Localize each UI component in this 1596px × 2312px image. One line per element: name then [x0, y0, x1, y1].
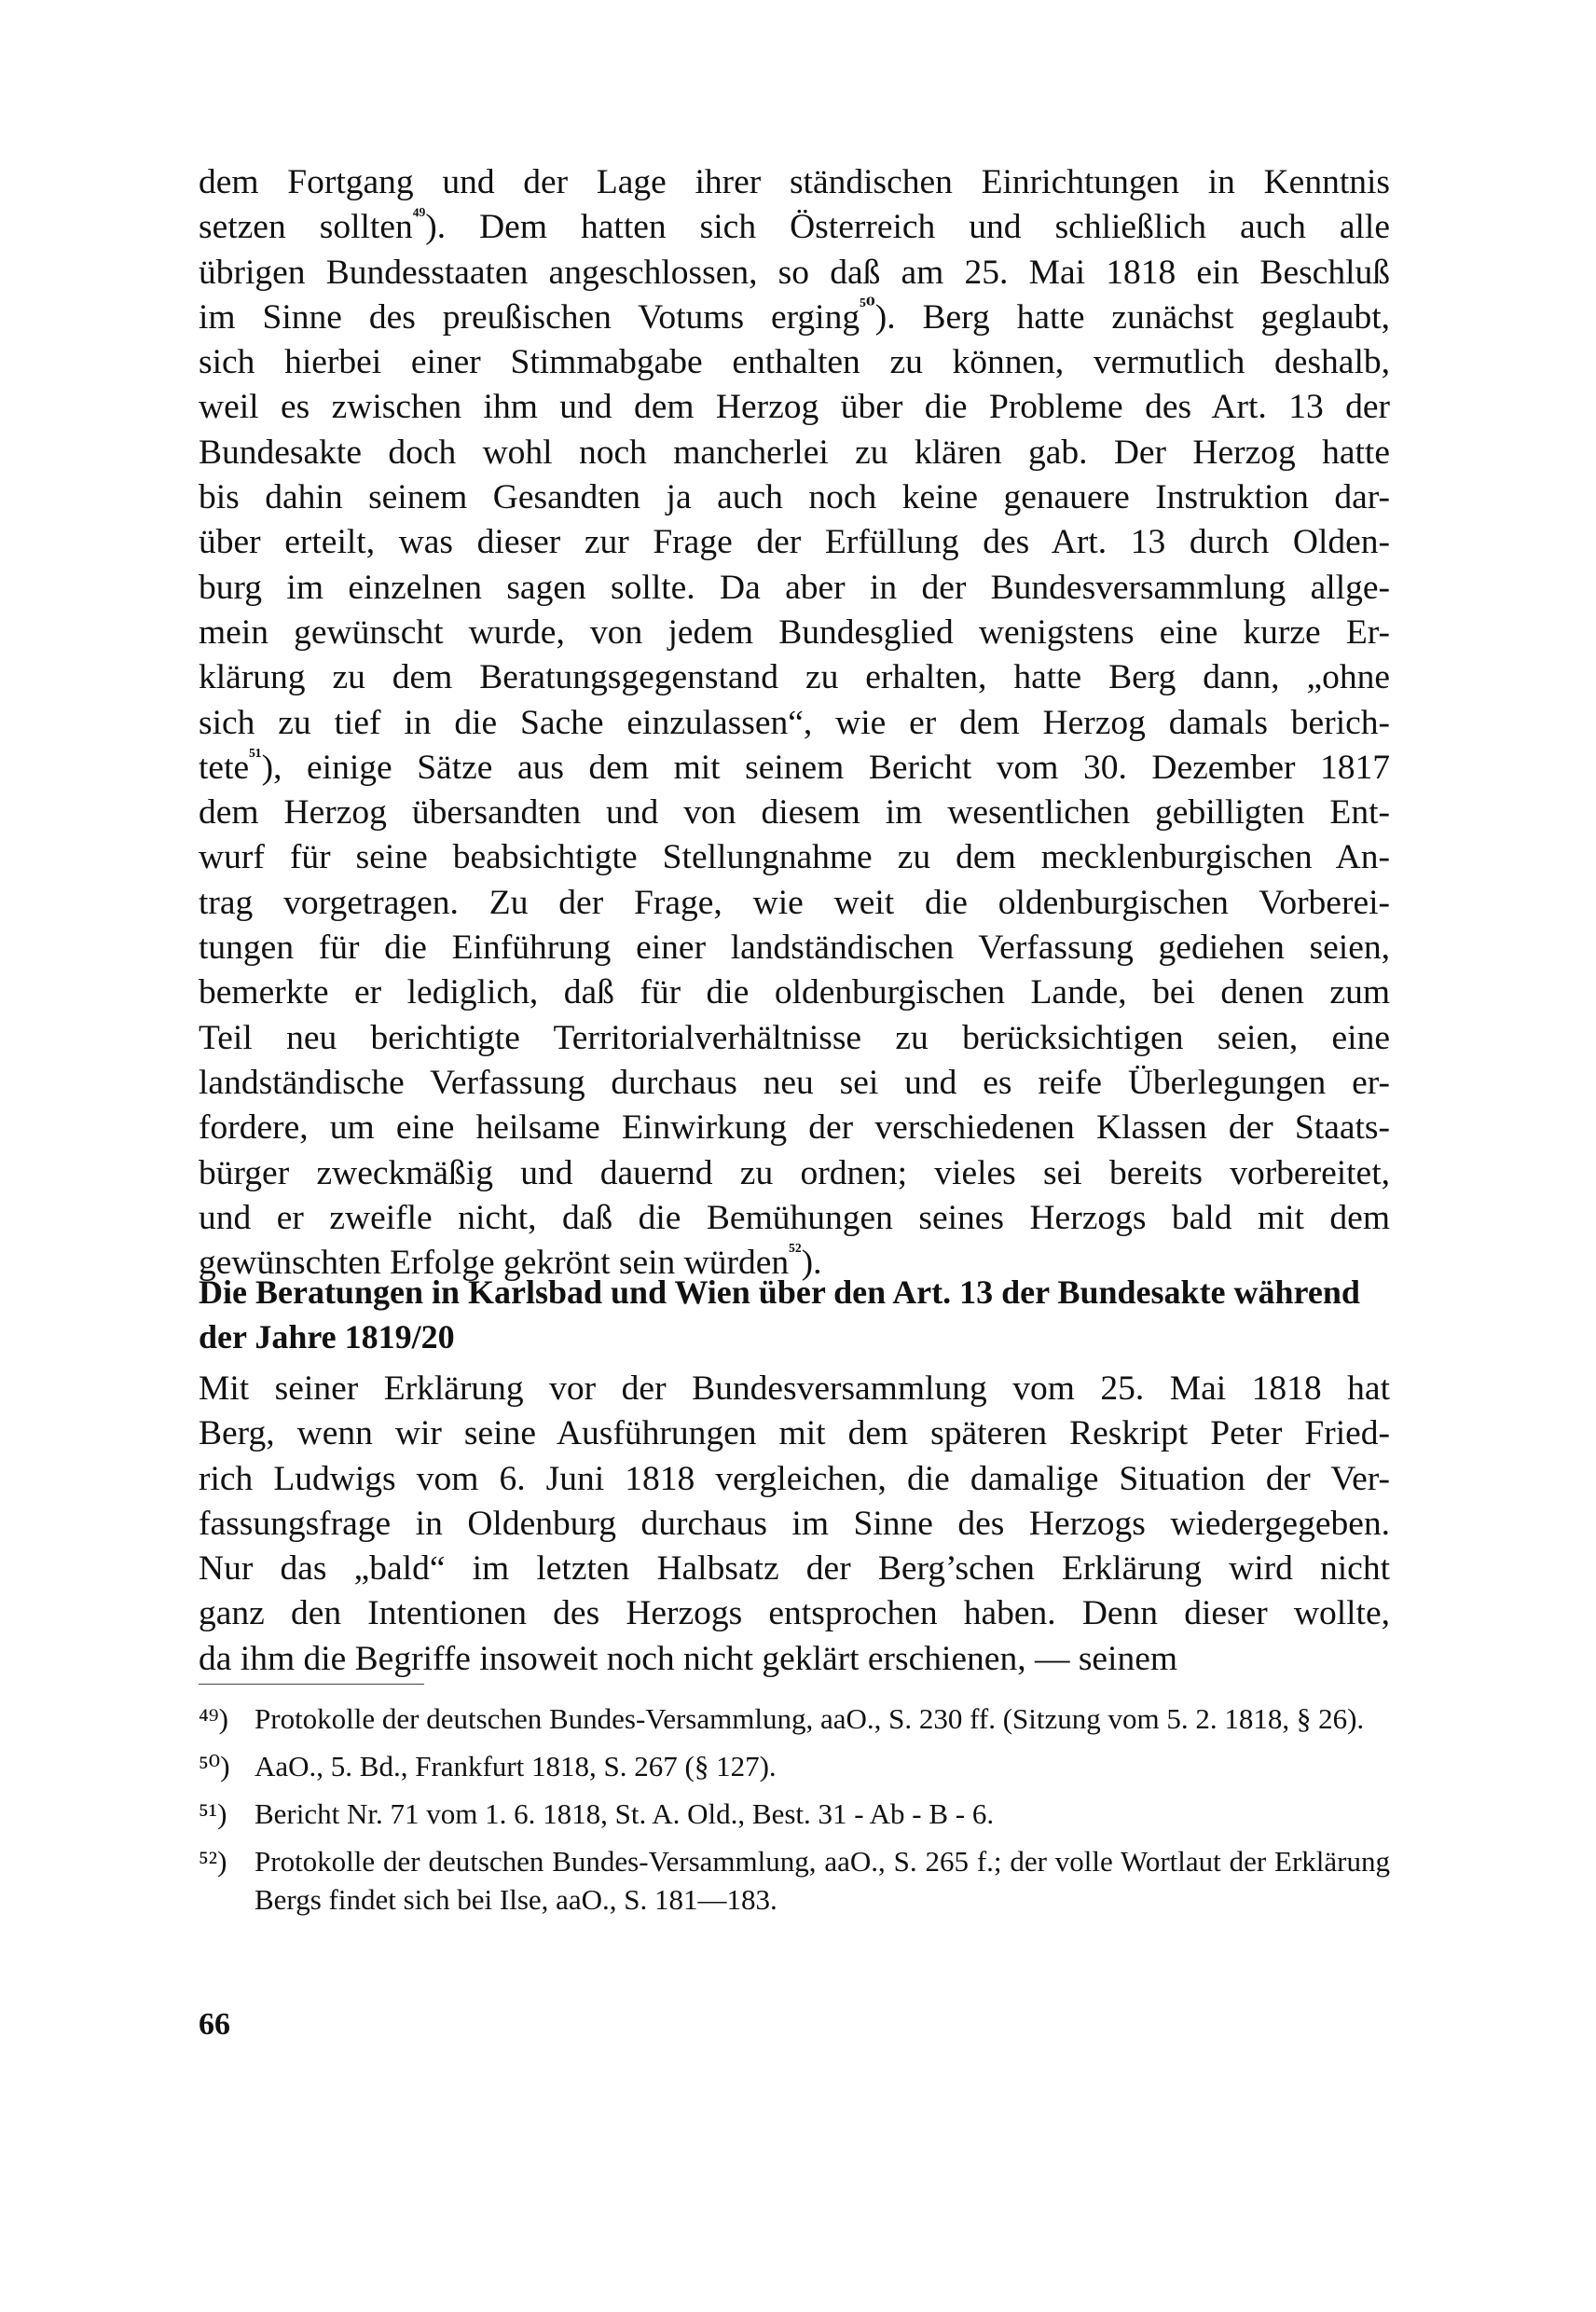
footnote-marker: ⁵⁰)	[199, 1750, 230, 1782]
text-line: dem Herzog übersandten und von diesem im wesentlichen gebilligten Ent-	[199, 793, 1390, 833]
text-line: übrigen Bundesstaaten angeschlossen, so daß am 25. Mai 1818 ein Beschluß	[199, 253, 1390, 292]
text-line: gewünschten Erfolge gekrönt sein würden$^{^{52}}$).	[199, 1239, 822, 1283]
text-line: und er zweifle nicht, daß die Bemühungen seines Herzogs bald mit dem	[199, 1198, 1390, 1237]
footnote-reference: ⁵²	[789, 1239, 802, 1263]
text-line: tungen für die Einführung einer landständischen Verfassung gediehen seien,	[199, 929, 1390, 968]
page-number: 66	[199, 2007, 230, 2042]
body-paragraph-1	[199, 160, 1390, 1286]
footnote-marker: ⁴⁹)	[199, 1702, 228, 1735]
text-line: Bundesakte doch wohl noch mancherlei zu klären gab. Der Herzog hatte	[199, 433, 1390, 472]
footnote-text: AaO., 5. Bd., Frankfurt 1818, S. 267 (§ 127).	[255, 1750, 777, 1782]
footnote	[199, 1700, 1390, 1738]
text-line: ganz den Intentionen des Herzogs entsprochen haben. Denn dieser wollte,	[199, 1594, 1390, 1633]
footnote	[199, 1842, 1390, 1919]
text-line: landständische Verfassung durchaus neu sei und es reife Überlegungen er-	[199, 1063, 1390, 1102]
text-line: wurf für seine beabsichtigte Stellungnahme zu dem mecklenburgischen An-	[199, 838, 1390, 877]
text-line: da ihm die Begriffe insoweit noch nicht geklärt erschienen, — seinem	[199, 1639, 1178, 1678]
text-line: fassungsfrage in Oldenburg durchaus im Sinne des Herzogs wiedergegeben.	[199, 1504, 1390, 1543]
text-line: tete$^{^{51}}$), einige Sätze aus dem mit seinem Bericht vom 30. Dezember 1817	[199, 743, 1390, 787]
section-heading: Die Beratungen in Karlsbad und Wien über den Art. 13 der Bundesakte während der Jahre 1819/20	[199, 1273, 1360, 1356]
footnote-text: Protokolle der deutschen Bundes-Versammlung, aaO., S. 230 ff. (Sitzung vom 5. 2. 1818, § 26).	[255, 1702, 1365, 1735]
text-line: fordere, um eine heilsame Einwirkung der verschiedenen Klassen der Staats-	[199, 1108, 1390, 1148]
footnote-marker: ⁵¹)	[199, 1797, 227, 1830]
text-line: bis dahin seinem Gesandten ja auch noch keine genauere Instruktion dar-	[199, 478, 1390, 517]
text-line: im Sinne des preußischen Votums erging$^{^{50}}$). Berg hatte zunächst geglaubt,	[199, 294, 1390, 337]
footnote-text: Protokolle der deutschen Bundes-Versammlung, aaO., S. 265 f.; der volle Wortlaut der Erklärung Bergs findet sich bei Ilse, aaO., S. 181—183.	[255, 1845, 1390, 1916]
text-line: klärung zu dem Beratungsgegenstand zu erhalten, hatte Berg dann, „ohne	[199, 658, 1390, 697]
footnote-reference: ⁴⁹	[412, 203, 426, 227]
footnote-marker: ⁵²)	[199, 1845, 227, 1878]
text-line: setzen sollten$^{^{49}}$). Dem hatten sich Österreich und schließlich auch alle	[199, 203, 1390, 247]
text-line: Teil neu berichtigte Territorialverhältnisse zu berücksichtigen seien, eine	[199, 1018, 1390, 1057]
text-line: Mit seiner Erklärung vor der Bundesversammlung vom 25. Mai 1818 hat	[199, 1369, 1390, 1408]
footnotes	[199, 1700, 1390, 1928]
text-line: trag vorgetragen. Zu der Frage, wie weit die oldenburgischen Vorberei-	[199, 883, 1390, 922]
footnote-reference: ⁵¹	[249, 743, 262, 767]
text-line: bürger zweckmäßig und dauernd zu ordnen; vieles sei bereits vorbereitet,	[199, 1153, 1390, 1192]
footnote-separator	[199, 1684, 424, 1685]
footnote-reference: ⁵⁰	[860, 294, 875, 318]
text-line: rich Ludwigs vom 6. Juni 1818 vergleichen, die damalige Situation der Ver-	[199, 1459, 1390, 1498]
text-line: über erteilt, was dieser zur Frage der Erfüllung des Art. 13 durch Olden-	[199, 523, 1390, 562]
footnote	[199, 1795, 1390, 1833]
text-line: dem Fortgang und der Lage ihrer ständischen Einrichtungen in Kenntnis	[199, 163, 1390, 201]
text-line: mein gewünscht wurde, von jedem Bundesglied wenigstens eine kurze Er-	[199, 612, 1390, 652]
text-line: sich hierbei einer Stimmabgabe enthalten zu können, vermutlich deshalb,	[199, 343, 1390, 382]
footnote-text: Bericht Nr. 71 vom 1. 6. 1818, St. A. Old., Best. 31 - Ab - B - 6.	[255, 1797, 995, 1830]
text-line: burg im einzelnen sagen sollte. Da aber in der Bundesversammlung allge-	[199, 568, 1390, 607]
text-line: Berg, wenn wir seine Ausführungen mit dem späteren Reskript Peter Fried-	[199, 1414, 1390, 1453]
text-line: bemerkte er lediglich, daß für die oldenburgischen Lande, bei denen zum	[199, 973, 1390, 1012]
footnote	[199, 1747, 1390, 1785]
text-line: sich zu tief in die Sache einzulassen“, wie er dem Herzog damals berich-	[199, 703, 1390, 742]
text-line: Nur das „bald“ im letzten Halbsatz der Berg’schen Erklärung wird nicht	[199, 1549, 1390, 1589]
body-paragraph-2	[199, 1367, 1390, 1682]
text-line: weil es zwischen ihm und dem Herzog über die Probleme des Art. 13 der	[199, 388, 1390, 427]
